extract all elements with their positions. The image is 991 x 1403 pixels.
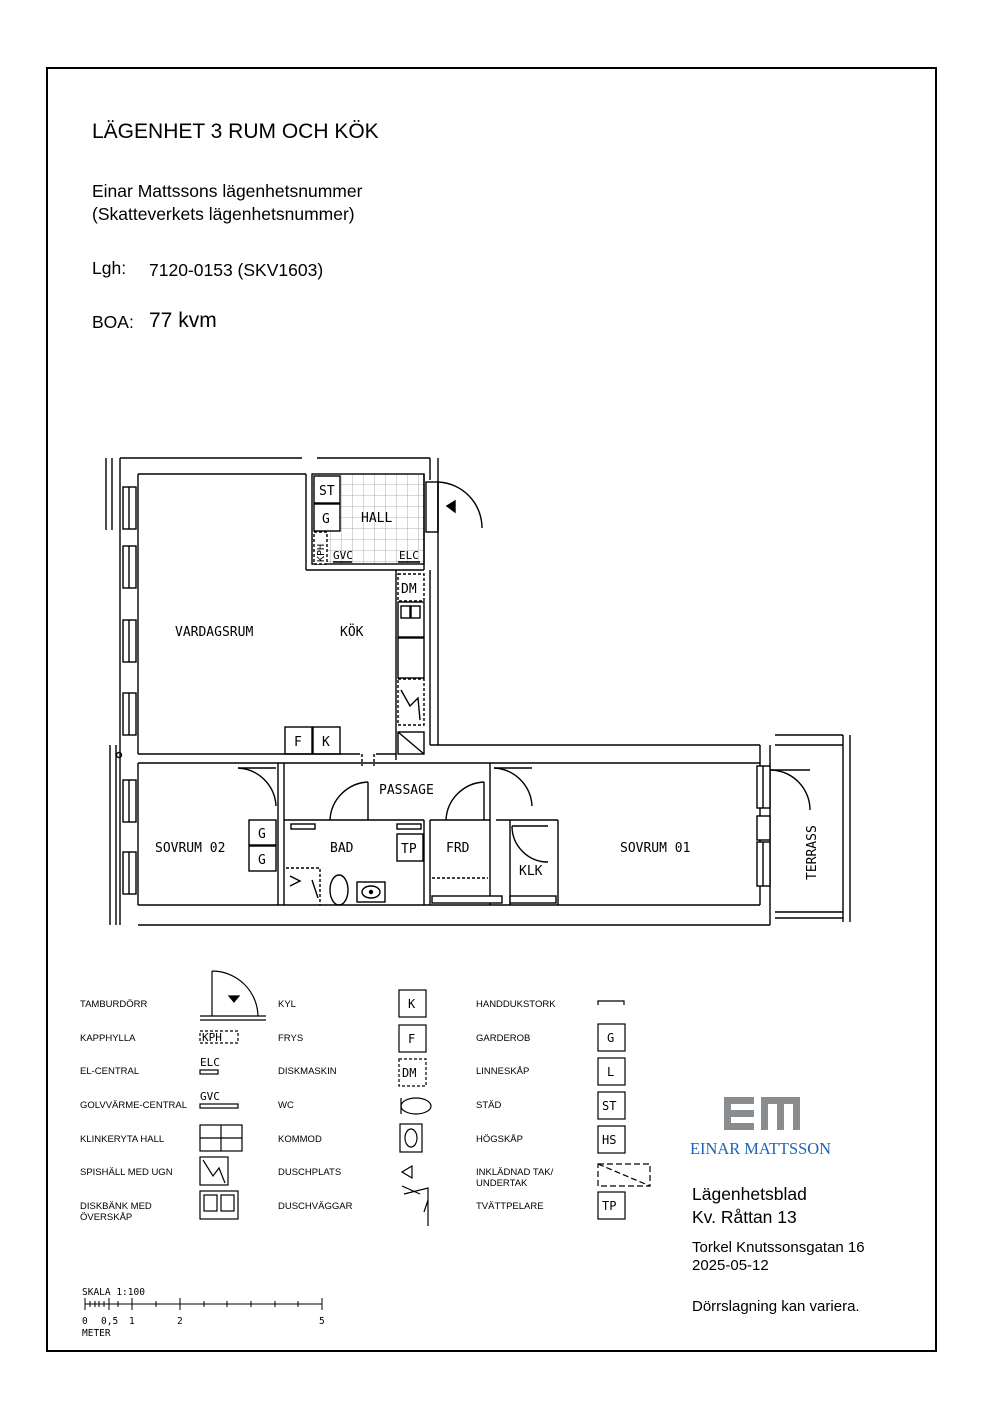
plan-dm-label: DM: [401, 582, 417, 597]
legend-inkladnad-2: UNDERTAK: [476, 1178, 528, 1189]
logo-name: EINAR MATTSSON: [690, 1139, 831, 1158]
room-sovrum01: SOVRUM 01: [620, 841, 691, 856]
legend-duschplats: DUSCHPLATS: [278, 1167, 342, 1178]
scale-tick-0: 0: [82, 1316, 88, 1327]
boa-value: 77 kvm: [149, 309, 217, 332]
legend-inkladnad-1: INKLÄDNAD TAK/: [476, 1167, 554, 1178]
plan-g2-label: G: [258, 853, 266, 868]
plan-kph-label: KPH: [316, 543, 327, 562]
scale-tick-5: 5: [319, 1316, 325, 1327]
info-address: Torkel Knutssonsgatan 16: [692, 1239, 865, 1256]
legend-sym-kph: KPH: [202, 1031, 222, 1044]
room-frd: FRD: [446, 841, 470, 856]
room-sovrum02: SOVRUM 02: [155, 841, 226, 856]
legend-stad: STÄD: [476, 1100, 502, 1111]
legend-kapphylla: KAPPHYLLA: [80, 1033, 136, 1044]
lgh-label: Lgh:: [92, 258, 127, 278]
legend-sym-f: F: [408, 1032, 416, 1046]
info-line2: Kv. Råttan 13: [692, 1207, 797, 1227]
scale-bar: [82, 1287, 325, 1339]
room-passage: PASSAGE: [379, 783, 434, 798]
room-bad: BAD: [330, 841, 354, 856]
room-terrass: TERRASS: [805, 825, 820, 880]
plan-gvc-label: GVC: [333, 549, 353, 562]
scale-tick-2: 2: [177, 1316, 183, 1327]
scale-title: SKALA 1:100: [82, 1287, 145, 1298]
legend-linneskap: LINNESKÅP: [476, 1066, 530, 1077]
legend-sym-st: ST: [602, 1099, 617, 1113]
scale-tick-05: 0,5: [101, 1316, 119, 1327]
scale-unit: METER: [82, 1328, 111, 1339]
legend-sym-dm: DM: [402, 1066, 417, 1080]
boa-label: BOA:: [92, 312, 134, 332]
legend-diskbank-1: DISKBÄNK MED: [80, 1201, 152, 1212]
legend-wc: WC: [278, 1100, 294, 1111]
plan-elc-label: ELC: [399, 549, 419, 562]
plan-st-label: ST: [319, 484, 335, 499]
plan-g1-label: G: [258, 827, 266, 842]
legend-sym-hs: HS: [602, 1133, 617, 1147]
legend-kyl: KYL: [278, 999, 296, 1010]
legend-hogskap: HÖGSKÅP: [476, 1134, 523, 1145]
legend-diskmaskin: DISKMASKIN: [278, 1066, 337, 1077]
lgh-value: 7120-0153 (SKV1603): [149, 260, 324, 280]
legend-golvvarme: GOLVVÄRME-CENTRAL: [80, 1100, 187, 1111]
room-kok: KÖK: [340, 625, 364, 640]
plan-k-label: K: [322, 735, 330, 750]
legend-sym-gvc: GVC: [200, 1090, 220, 1103]
legend-handdukstork: HANDDUKSTORK: [476, 999, 556, 1010]
legend-spishall: SPISHÄLL MED UGN: [80, 1167, 173, 1178]
legend-tamburdorr: TAMBURDÖRR: [80, 999, 148, 1010]
subtitle-line1: Einar Mattssons lägenhetsnummer: [92, 181, 363, 201]
legend-symbols: [200, 971, 650, 1226]
legend-sym-g: G: [607, 1031, 615, 1045]
room-klk: KLK: [519, 864, 543, 879]
legend-sym-tp: TP: [602, 1199, 617, 1213]
legend-sym-k: K: [408, 997, 416, 1011]
room-hall: HALL: [361, 511, 393, 526]
legend-sym-l: L: [607, 1065, 615, 1079]
scale-tick-1: 1: [129, 1316, 135, 1327]
page-title: LÄGENHET 3 RUM OCH KÖK: [92, 120, 379, 143]
legend-kommod: KOMMOD: [278, 1134, 322, 1145]
legend-klinkeryta: KLINKERYTA HALL: [80, 1134, 165, 1145]
legend-sym-elc: ELC: [200, 1056, 220, 1069]
legend-garderob: GARDEROB: [476, 1033, 531, 1044]
legend-duschvaggar: DUSCHVÄGGAR: [278, 1201, 353, 1212]
plan-g-label: G: [322, 512, 330, 527]
legend-tvattpelare: TVÄTTPELARE: [476, 1201, 544, 1212]
einar-mattsson-logo: [690, 1097, 831, 1158]
room-vardagsrum: VARDAGSRUM: [175, 625, 254, 640]
legend-diskbank-2: ÖVERSKÅP: [80, 1212, 133, 1223]
plan-tp-label: TP: [401, 842, 417, 857]
subtitle-line2: (Skatteverkets lägenhetsnummer): [92, 204, 355, 224]
plan-f-label: F: [294, 735, 302, 750]
info-line1: Lägenhetsblad: [692, 1184, 807, 1204]
info-date: 2025-05-12: [692, 1257, 769, 1274]
legend-el-central: EL-CENTRAL: [80, 1066, 140, 1077]
legend-frys: FRYS: [278, 1033, 304, 1044]
info-note: Dörrslagning kan variera.: [692, 1298, 860, 1315]
